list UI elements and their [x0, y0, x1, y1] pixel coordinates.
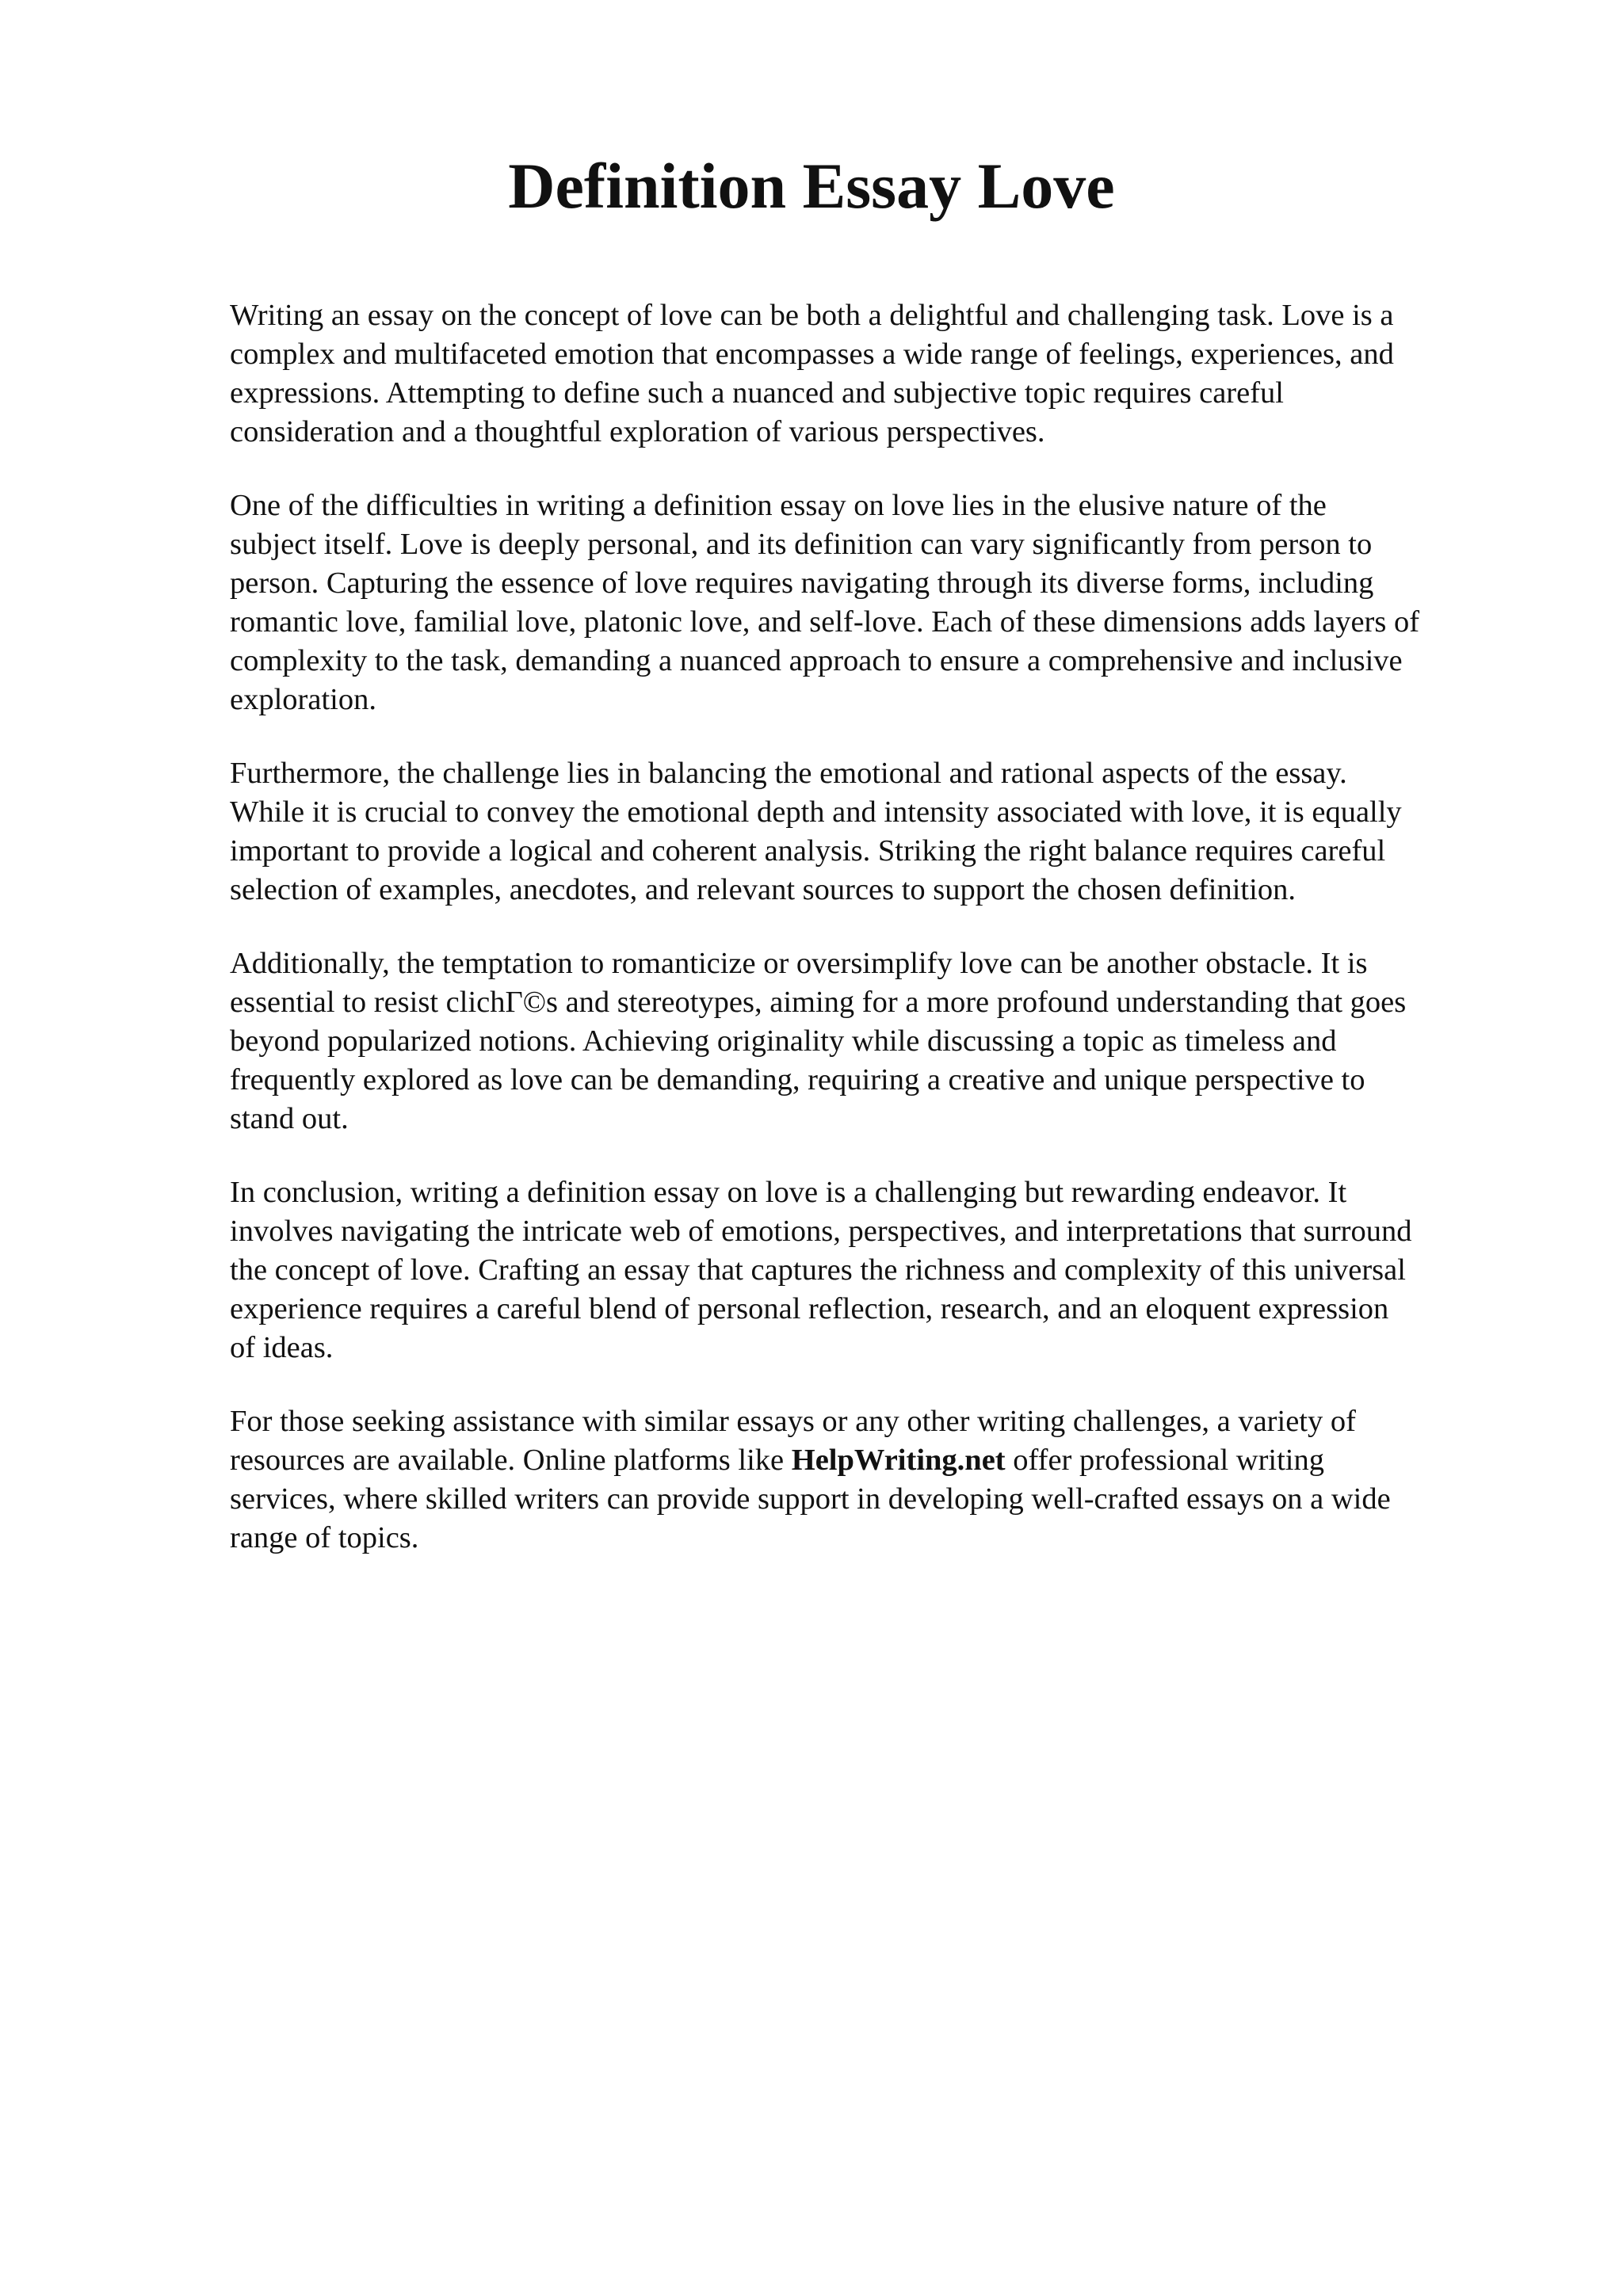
text-line: [230, 1441, 1529, 1480]
text-line: expressions. Attempting to define such a nuanced and subjective topic requires careful: [230, 376, 1284, 410]
text-line: In conclusion, writing a definition essay on love is a challenging but rewarding endeavor. It: [230, 1176, 1347, 1209]
document-body: [230, 296, 1529, 1592]
text-segment: resources are available. Online platforms like: [230, 1444, 785, 1477]
paragraph-1: [230, 296, 1529, 452]
text-line: beyond popularized notions. Achieving originality while discussing a topic as timeless and: [230, 1024, 1337, 1058]
text-line: Writing an essay on the concept of love can be both a delightful and challenging task. Love is a: [230, 299, 1394, 332]
text-line: complexity to the task, demanding a nuanced approach to ensure a comprehensive and inclusive: [230, 644, 1403, 677]
text-line: involves navigating the intricate web of emotions, perspectives, and interpretations that surround: [230, 1215, 1412, 1248]
text-line: subject itself. Love is deeply personal, and its definition can vary significantly from person to: [230, 528, 1373, 561]
text-line: While it is crucial to convey the emotional depth and intensity associated with love, it is equally: [230, 795, 1402, 829]
helpwriting-link[interactable]: HelpWriting.net: [791, 1444, 1006, 1477]
text-line: person. Capturing the essence of love requires navigating through its diverse forms, including: [230, 566, 1374, 600]
text-line: range of topics.: [230, 1521, 419, 1554]
text-line: essential to resist clichΓ©s and stereotypes, aiming for a more profound understanding that goes: [230, 986, 1407, 1019]
text-line: important to provide a logical and coherent analysis. Striking the right balance requires careful: [230, 834, 1386, 868]
text-line: of ideas.: [230, 1331, 334, 1364]
document-title: Definition Essay Love: [508, 150, 1115, 222]
text-line: services, where skilled writers can provide support in developing well-crafted essays on a wide: [230, 1482, 1391, 1516]
text-line: romantic love, familial love, platonic love, and self-love. Each of these dimensions adds layers of: [230, 605, 1420, 639]
paragraph-3: [230, 754, 1529, 910]
paragraph-5: [230, 1173, 1529, 1367]
text-line: stand out.: [230, 1102, 349, 1135]
text-line: Furthermore, the challenge lies in balancing the emotional and rational aspects of the essay.: [230, 757, 1347, 790]
text-line: Additionally, the temptation to romanticize or oversimplify love can be another obstacle. It is: [230, 947, 1368, 980]
text-line: complex and multifaceted emotion that encompasses a wide range of feelings, experiences, and: [230, 338, 1394, 371]
text-segment: offer professional writing: [1013, 1444, 1324, 1477]
text-line: frequently explored as love can be demanding, requiring a creative and unique perspective to: [230, 1063, 1365, 1097]
text-line: the concept of love. Crafting an essay that captures the richness and complexity of this universal: [230, 1253, 1406, 1287]
text-line: One of the difficulties in writing a definition essay on love lies in the elusive nature of the: [230, 489, 1327, 522]
paragraph-6: [230, 1402, 1529, 1558]
paragraph-4: [230, 944, 1529, 1138]
paragraph-2: [230, 486, 1529, 719]
text-line: consideration and a thoughtful exploration of various perspectives.: [230, 415, 1045, 448]
text-line: For those seeking assistance with similar essays or any other writing challenges, a variety of: [230, 1405, 1356, 1438]
text-line: experience requires a careful blend of personal reflection, research, and an eloquent expression: [230, 1292, 1389, 1325]
text-line: selection of examples, anecdotes, and relevant sources to support the chosen definition.: [230, 873, 1296, 906]
text-line: exploration.: [230, 683, 376, 716]
